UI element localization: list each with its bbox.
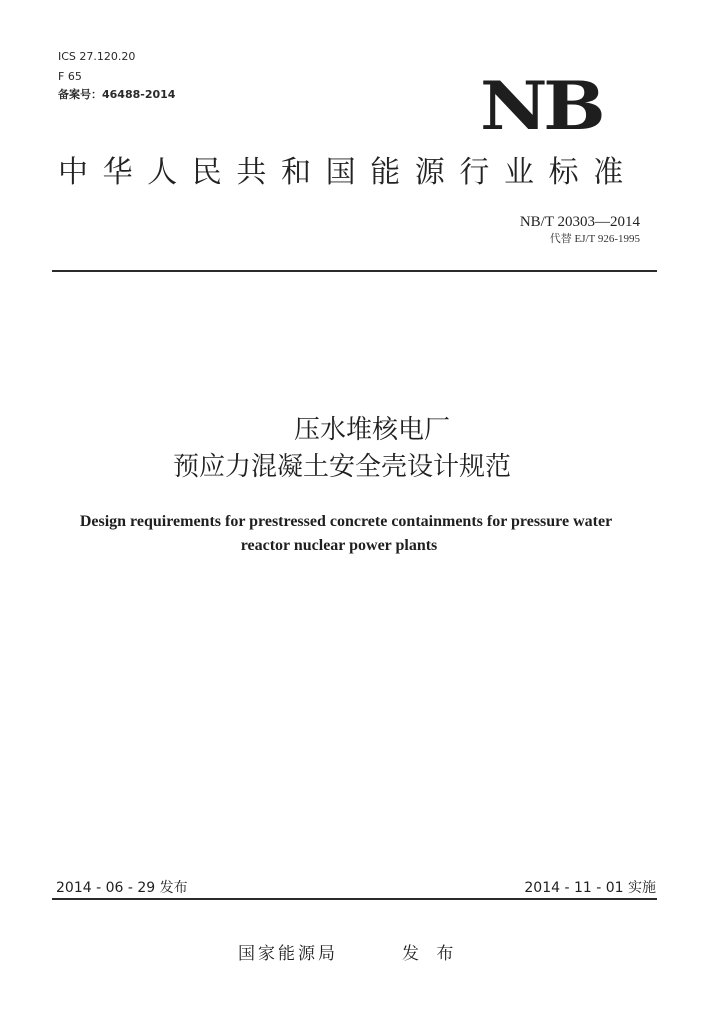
implementation-date: 2014 - 11 - 01 实施 [524,880,656,896]
nb-logo: NB [480,67,602,145]
header-divider [52,270,657,272]
ics-code: ICS 27.120.20 [58,50,136,63]
industry-standard-title: 中华人民共和国能源行业标准 [58,155,638,190]
issue-date: 2014 - 06 - 29 发布 [56,880,188,896]
publish-label: 发 布 [402,944,460,964]
chinese-title-line-1: 压水堆核电厂 [293,415,450,445]
filing-number: 备案号：46488-2014 [58,88,176,101]
standard-number: NB/T 20303—2014 [519,214,640,230]
replaces-standard: 代替 EJ/T 926-1995 [549,233,640,245]
chinese-title-line-2: 预应力混凝土安全壳设计规范 [172,452,511,482]
publisher-name: 国家能源局 [238,944,338,964]
ccs-code: F 65 [58,70,82,83]
english-title-line-2: reactor nuclear power plants [240,537,438,554]
english-title-line-1: Design requirements for prestressed concrete containments for pressure water [79,513,613,530]
footer-divider [52,898,657,900]
